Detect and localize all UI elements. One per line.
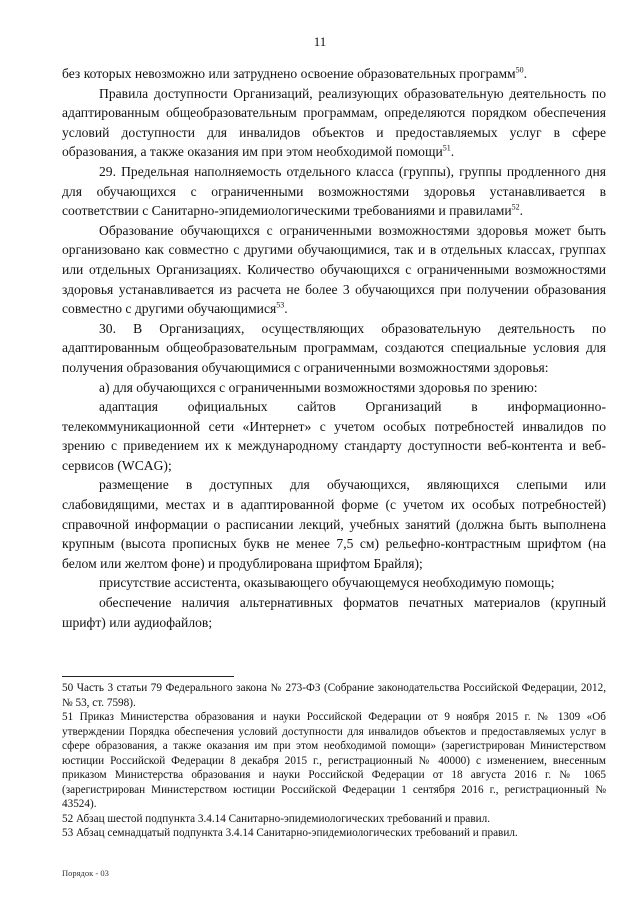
paragraph: 29. Предельная наполняемость отдельного класса (группы), группы продленного дня для обучающихся с ограниченными возможностями здоровья устанавливается в соответствии с Санитарно-эпидемиологическими требованиями и правилами$^{52}$. (62, 163, 606, 219)
paragraph: обеспечение наличия альтернативных форматов печатных материалов (крупный шрифт) или аудиофайлов; (62, 595, 606, 630)
page-number: 11 (313, 34, 327, 49)
paragraph: без которых невозможно или затруднено освоение образовательных программ$^{50}$. (62, 65, 528, 81)
footnote-ref: 50 (515, 65, 524, 75)
footnote-ref: 52 (511, 202, 520, 212)
paragraph: 30. В Организациях, осуществляющих образовательную деятельность по адаптированным общеобразовательным программам, создаются специальные условия для получения образования обучающимися с ограниченными возможностями здоровья: (62, 320, 606, 375)
footnote: 50 Часть 3 статьи 79 Федерального закона № 273-ФЗ (Собрание законодательства Российской Федерации, 2012, № 53, ст. 7598). (62, 682, 606, 709)
footnote-ref: 51 (442, 143, 451, 153)
footnote: 52 Абзац шестой подпункта 3.4.14 Санитарно-эпидемиологических требований и правил. (62, 812, 491, 825)
footer-mark: Порядок - 03 (62, 868, 109, 878)
paragraph: адаптация официальных сайтов Организаций в информационно-телекоммуникационной сети «Интернет» с учетом особых потребностей инвалидов по зрению с приведением их к международному стандарту доступности веб-контента и веб-сервисов (WCAG); (62, 399, 606, 473)
footnote: 51 Приказ Министерства образования и науки Российской Федерации от 9 ноября 2015 г. № 1309 «Об утверждении Порядка обеспечения условий доступности для инвалидов объектов и предоставляемых услуг в сфере образования, а также оказания им при этом необходимой помощи» (зарегистрирован Министерством юстиции Российской Федерации 8 декабря 2015 г., регистрационный № 40000) с изменением, внесенным приказом Министерства образования и науки Российской Федерации от 18 августа 2016 г. № 1065 (зарегистрирован Министерством юстиции Российской Федерации 1 сентября 2016 г., регистрационный № 43524). (62, 711, 606, 810)
footnote: 53 Абзац семнадцатый подпункта 3.4.14 Санитарно-эпидемиологических требований и правил. (62, 827, 518, 839)
footnote-divider (62, 676, 234, 677)
paragraph: присутствие ассистента, оказывающего обучающемуся необходимую помощь; (99, 575, 555, 591)
paragraph: а) для обучающихся с ограниченными возможностями здоровья по зрению: (99, 379, 538, 395)
footnotes (62, 681, 606, 841)
paragraph: Правила доступности Организаций, реализующих образовательную деятельность по адаптированным общеобразовательным программам, определяются порядком обеспечения условий доступности для инвалидов объектов и предоставляемых услуг в сфере образования, а также оказания им при этом необходимой помощи$^{51}$. (62, 85, 606, 160)
paragraph: Образование обучающихся с ограниченными возможностями здоровья может быть организовано как совместно с другими обучающимися, так и в отдельных классах, группах или отдельных Организациях. Количество обучающихся с ограниченными возможностями здоровья устанавливается из расчета не более 3 обучающихся при получении образования совместно с другими обучающимися$^{53}$. (62, 222, 606, 317)
main-text (62, 64, 606, 632)
footnote-ref: 53 (276, 300, 285, 310)
paragraph: размещение в доступных для обучающихся, являющихся слепыми или слабовидящими, местах и в адаптированной форме (с учетом их особых потребностей) справочной информации о расписании лекций, учебных занятий (должна быть выполнена крупным (высота прописных букв не менее 7,5 см) рельефно-контрастным шрифтом (на белом или желтом фоне) и продублирована шрифтом Брайля); (62, 477, 606, 571)
